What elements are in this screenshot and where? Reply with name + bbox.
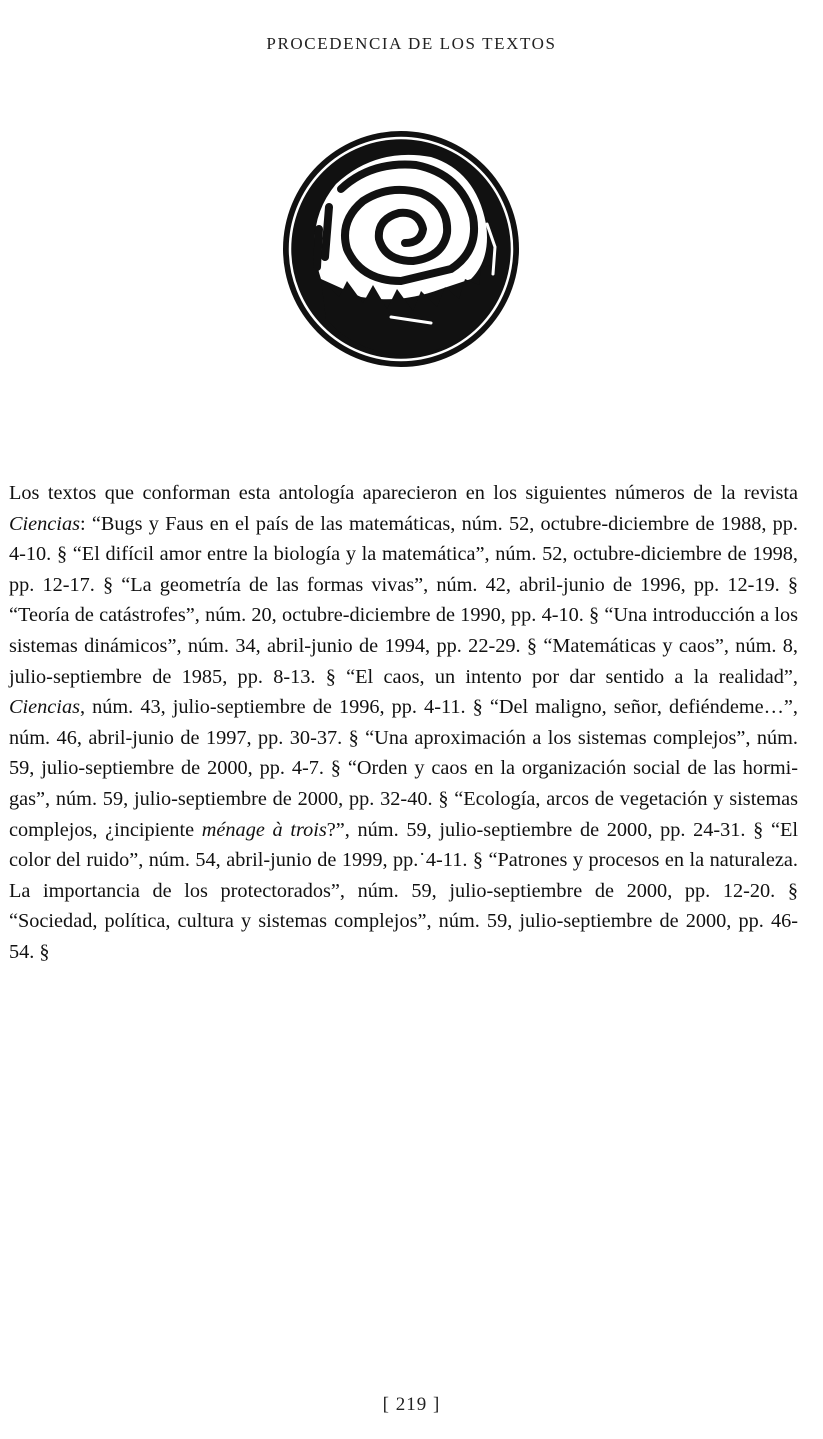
citation-list-part-1: : “Bugs y Faus en el país de las matemáticas, núm. 52, octubre-diciembre de 1988, pp. 4-10. § “El difícil amor entre la biología y la matemática”, núm. 52, octubre-diciembre de 1998, pp. 12-17. § “La geometría de las formas vivas”, núm. 42, abril-junio de 1996, pp. 12-19. § “Teoría de catástrofes”, núm. 20, octubre-diciembre de 1990, pp. 4-10. § “Una introducción a los sistemas dinámicos”, núm. 34, abril-junio de 1994, pp. 22-29. § “Matemáticas y caos”, núm. 8, julio-septiembre de 1985, pp. 8-13. § “El caos, un intento por dar sentido a la realidad”, (9, 512, 798, 688)
magazine-name-2: Ciencias (9, 696, 80, 719)
running-head: PROCEDENCIA DE LOS TEXTOS (266, 34, 557, 53)
citation-list-part-2: , núm. 43, julio-septiembre de 1996, pp. 4-11. § “Del maligno, señor, defiéndeme…”, núm. 46, abril-junio de 1997, pp. 30-37. § “Una aproximación a los sistemas complejos”, núm. 59, julio-septiembre de 2000, pp. 4-7. § “Orden y caos en la organización social de las hormigas”, núm. 59, julio-septiembre de 2000, pp. 32-40. § “Ecología, arcos de vegetación y sistemas complejos, ¿incipiente (9, 696, 798, 841)
magazine-name: Ciencias (9, 512, 80, 535)
body-paragraph (9, 478, 798, 968)
intro-text: Los textos que conforman esta antología aparecieron en los siguientes números de la revista (9, 482, 798, 504)
page-number: [ 219 ] (382, 1394, 441, 1415)
spiral-emblem-icon (281, 129, 521, 369)
citation-list-part-3: ?”, núm. 59, julio-septiembre de 2000, pp. 24-31. § “El color del ruido”, núm. 54, abril-junio de 1999, pp.˙4-11. § “Patrones y procesos en la naturaleza. La importancia de los protectorados”, núm. 59, julio-septiembre de 2000, pp. 12-20. § “Sociedad, política, cultura y sistemas complejos”, núm. 59, julio-septiembre de 2000, pp. 46-54. § (9, 818, 799, 963)
italic-phrase: ménage à trois (201, 818, 327, 841)
